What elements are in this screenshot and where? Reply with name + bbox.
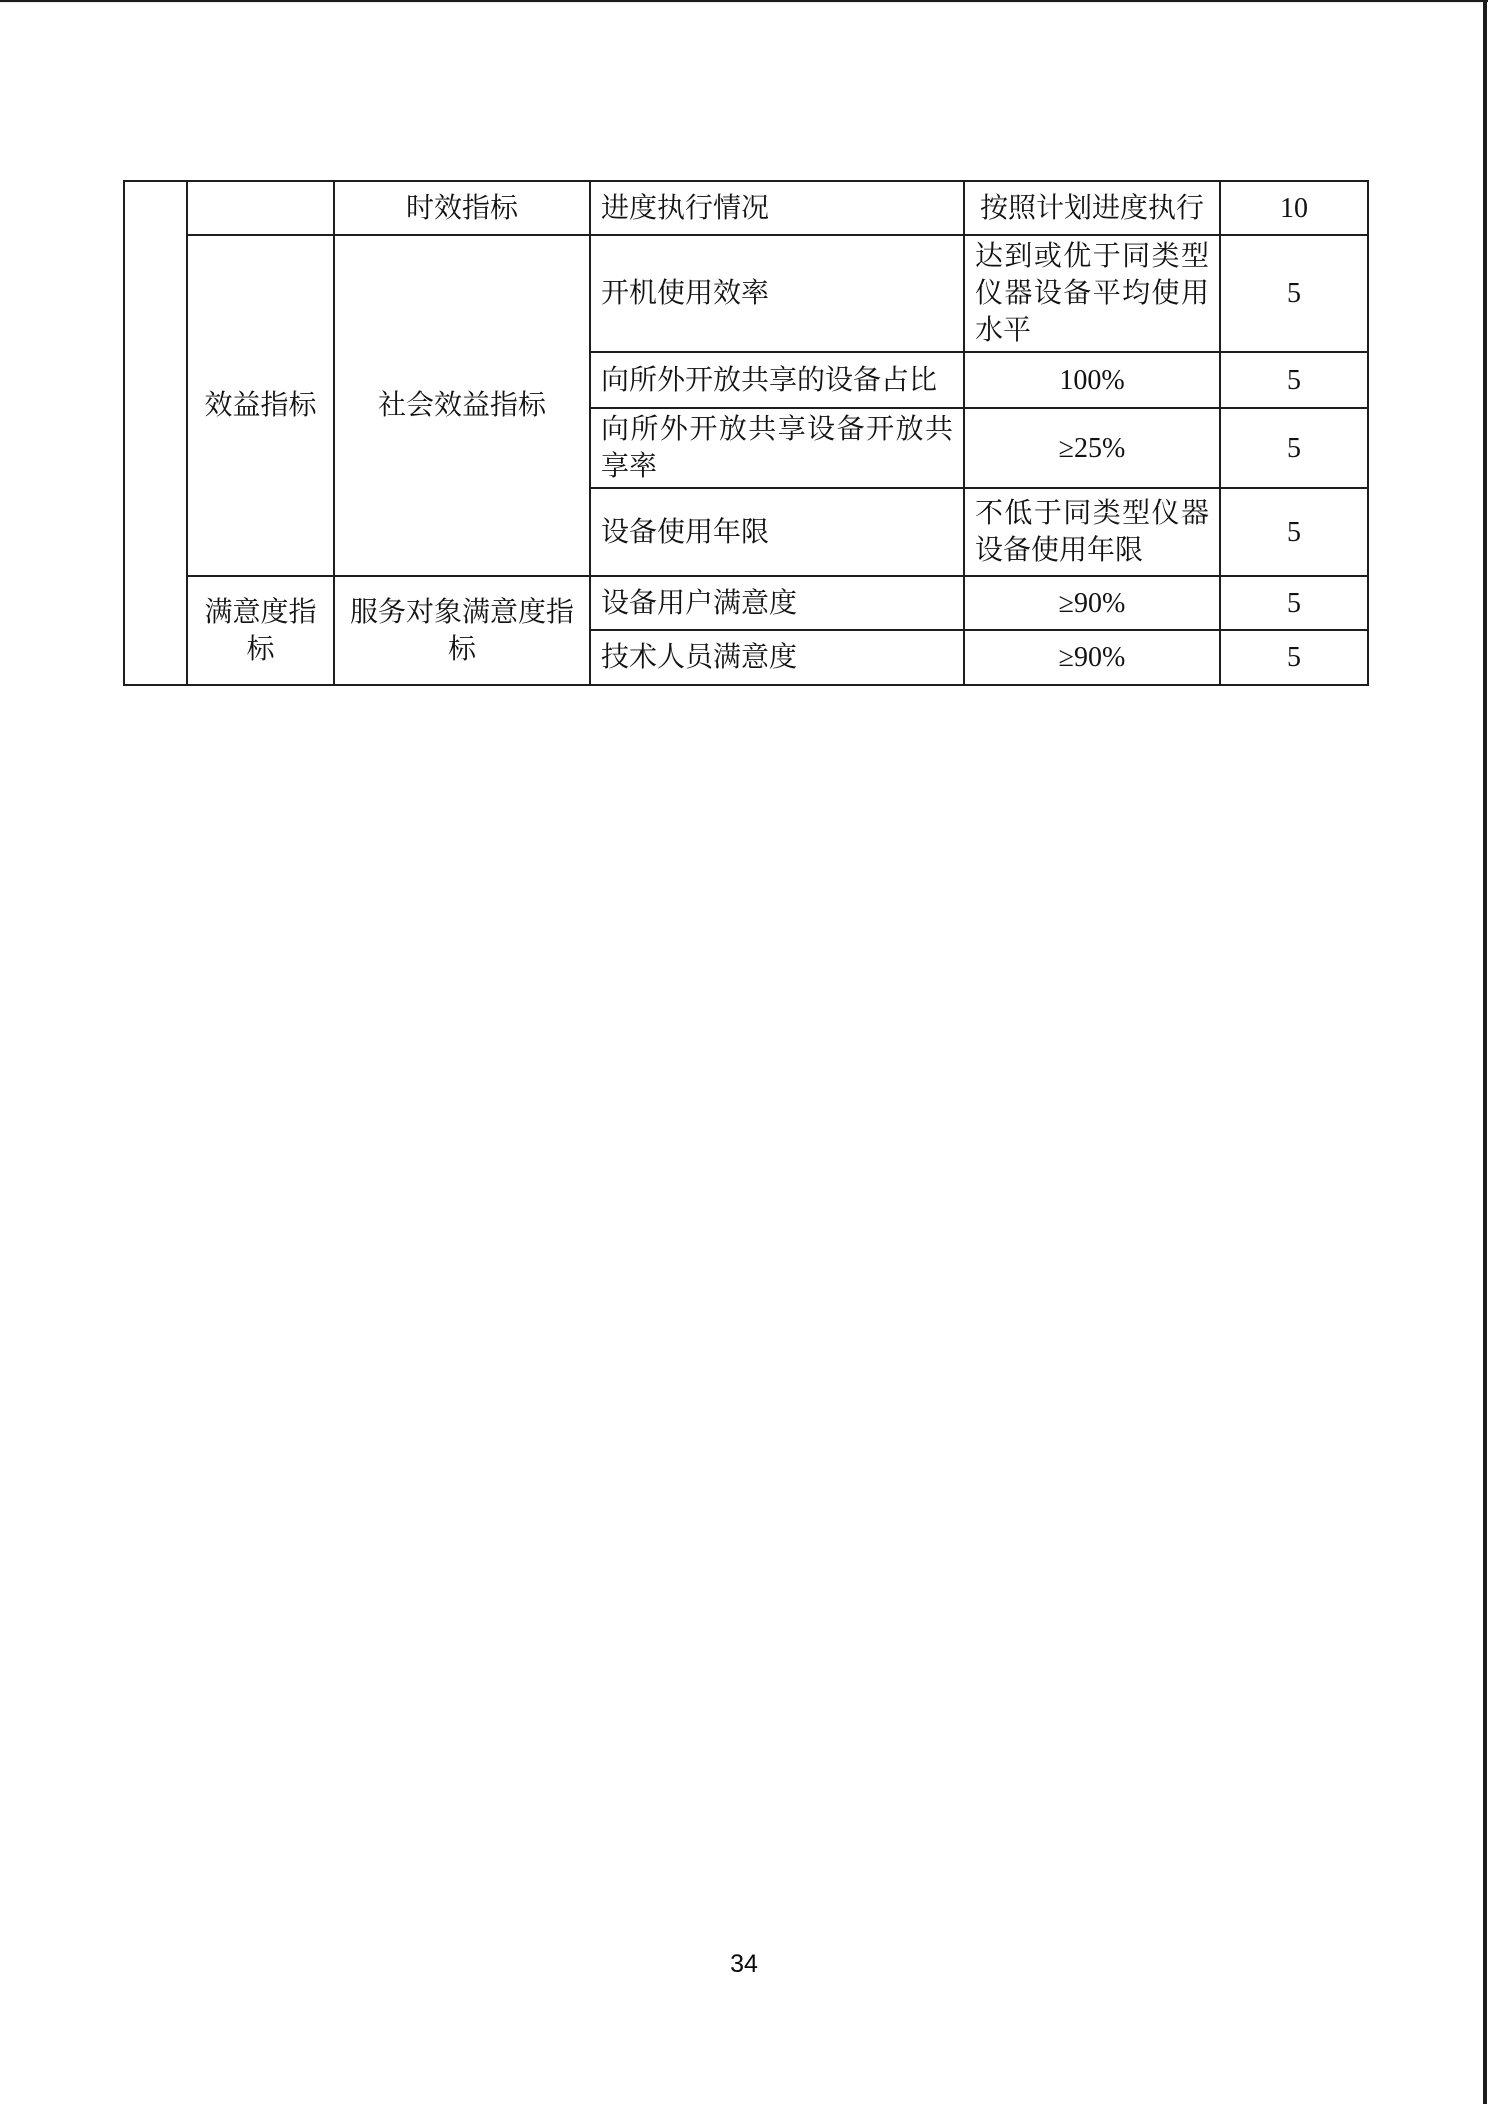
table-cell-indicator-name: 技术人员满意度: [590, 630, 964, 685]
table-row: [124, 576, 1368, 630]
table-cell-indicator-score: 5: [1220, 630, 1368, 685]
page-right-edge: [1483, 0, 1487, 2104]
table-cell-indicator-target: ≥25%: [964, 408, 1220, 488]
table-row: [124, 235, 1368, 352]
page-top-edge: [0, 0, 1488, 3]
table-cell-indicator-name: 开机使用效率: [590, 235, 964, 352]
table-cell-indicator-target: ≥90%: [964, 630, 1220, 685]
table-cell-indicator-score: 5: [1220, 235, 1368, 352]
table-cell-indicator-target: 达到或优于同类型仪器设备平均使用水平: [964, 235, 1220, 352]
table-cell-subcategory-social-benefit: 社会效益指标: [334, 235, 590, 576]
table-cell-category-satisfaction: 满意度指标: [187, 576, 334, 685]
table-cell-indicator-target: ≥90%: [964, 576, 1220, 630]
table-cell-subcategory-service-satisfaction: 服务对象满意度指标: [334, 576, 590, 685]
table-cell-indicator-name: 设备用户满意度: [590, 576, 964, 630]
table-cell-subcategory-timeliness: 时效指标: [334, 181, 590, 235]
page-number: 34: [730, 1950, 758, 1978]
table-cell-indicator-score: 5: [1220, 576, 1368, 630]
table-cell-left-spacer: [124, 181, 187, 685]
table-cell-indicator-name: 设备使用年限: [590, 488, 964, 576]
table-cell-indicator-score: 5: [1220, 408, 1368, 488]
table-cell-category-empty: [187, 181, 334, 235]
table-row: [124, 181, 1368, 235]
table-cell-indicator-score: 10: [1220, 181, 1368, 235]
table-cell-indicator-name: 进度执行情况: [590, 181, 964, 235]
table-cell-indicator-score: 5: [1220, 488, 1368, 576]
table-cell-indicator-target: 100%: [964, 352, 1220, 408]
table-cell-indicator-name: 向所外开放共享设备开放共享率: [590, 408, 964, 488]
table-cell-indicator-score: 5: [1220, 352, 1368, 408]
table-cell-indicator-target: 不低于同类型仪器设备使用年限: [964, 488, 1220, 576]
table-cell-category-benefit: 效益指标: [187, 235, 334, 576]
table-cell-indicator-target: 按照计划进度执行: [964, 181, 1220, 235]
table-cell-indicator-name: 向所外开放共享的设备占比: [590, 352, 964, 408]
performance-indicator-table: [123, 180, 1369, 686]
